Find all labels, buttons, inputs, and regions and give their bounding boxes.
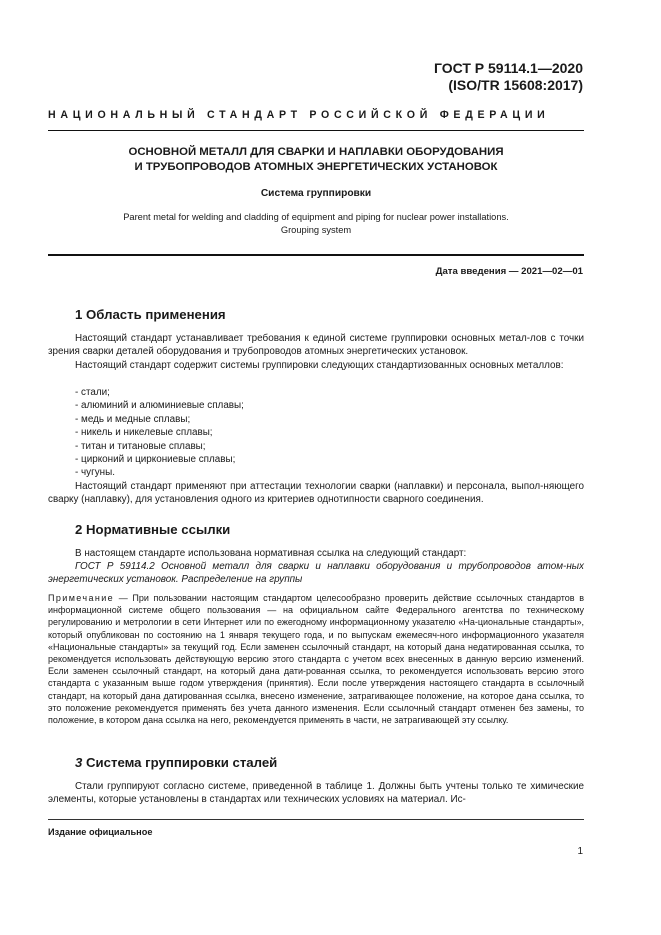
section-3-heading	[75, 755, 277, 770]
note-label: Примечание	[48, 593, 115, 603]
introduction-date: Дата введения — 2021—02—01	[435, 266, 583, 277]
metals-list	[75, 386, 244, 480]
section-2-paragraph-1	[48, 547, 584, 560]
section-3-title: Система группировки сталей	[86, 755, 278, 770]
english-title	[48, 211, 584, 237]
national-standard-banner: НАЦИОНАЛЬНЫЙ СТАНДАРТ РОССИЙСКОЙ ФЕДЕРАЦИИ	[48, 109, 550, 121]
reference-note	[48, 592, 584, 726]
document-title	[48, 145, 584, 175]
document-subtitle: Система группировки	[260, 188, 372, 199]
title-divider	[48, 254, 584, 256]
section-1-paragraph-1-text: Настоящий стандарт устанавливает требования к единой системе группировки основных метал-лов с точки зрения сварки деталей оборудования и трубопроводов атомных энергетических установок.	[48, 333, 584, 358]
section-3-number: 3	[75, 755, 83, 770]
section-1-paragraph-2	[48, 359, 584, 372]
iso-number: (ISO/TR 15608:2017)	[448, 77, 583, 93]
gost-number: ГОСТ Р 59114.1—2020	[433, 60, 583, 76]
note-text: — При пользовании настоящим стандартом целесообразно проверить действие ссылочных стандартов в информационной системе общего пользования — на официальном сайте Федерального агентства по техническому регулированию и метрологии в сети Интернет или по ежегодному информационному указателю «На-циональные стандарты», который опубликован по состоянию на 1 января текущего года, и по выпускам ежемесяч-ного информационного указателя «Национальные стандарты» за текущий год. Если заменен ссылочный стандарт, на который дана недатированная ссылка, то рекомендуется использовать действующую версию этого стандарта с учетом всех внесенных в данную версию изменений. Если заменен ссылочный стандарт, на который дана дати-рованная ссылка, то рекомендуется использовать версию этого стандарта с указанным выше годом утверждения (принятия). Если после утверждения настоящего стандарта в ссылочный стандарт, на который дана датированная ссылка, внесено изменение, затрагивающее положение, на которое дана ссылка, то это положение рекомендуется применять без учета данного изменения. Если ссылочный стандарт отменен без замены, то положение, в котором дана ссылка на него, рекомендуется применять в части, не затрагивающей эту ссылку.	[48, 593, 584, 726]
official-edition-label: Издание официальное	[48, 827, 153, 837]
section-1-paragraph-2-text: Настоящий стандарт содержит системы группировки следующих стандартизованных основных металлов:	[75, 360, 564, 371]
normative-reference-text: ГОСТ Р 59114.2 Основной металл для сварки и наплавки оборудования и трубопроводов атом-ных энергетических установок. Распределение на группы	[48, 561, 584, 586]
section-1-paragraph-3	[48, 480, 584, 507]
page-number: 1	[577, 846, 583, 857]
list-item: - алюминий и алюминиевые сплавы;	[75, 400, 244, 412]
english-title-line-2: Grouping system	[280, 225, 352, 235]
title-line-2: И ТРУБОПРОВОДОВ АТОМНЫХ ЭНЕРГЕТИЧЕСКИХ УСТАНОВОК	[134, 161, 498, 173]
section-3-paragraph-1	[48, 780, 584, 807]
document-designation	[434, 60, 583, 94]
section-2-paragraph-1-text: В настоящем стандарте использована нормативная ссылка на следующий стандарт:	[75, 548, 467, 559]
normative-reference	[48, 560, 584, 587]
list-item: - цирконий и циркониевые сплавы;	[75, 454, 236, 466]
header-divider	[48, 130, 584, 131]
list-item: - титан и титановые сплавы;	[75, 440, 206, 452]
list-item: - медь и медные сплавы;	[75, 413, 191, 425]
english-title-line-1: Parent metal for welding and cladding of equipment and piping for nuclear power installations.	[123, 212, 509, 222]
section-1-paragraph-1	[48, 332, 584, 359]
section-2-heading: 2 Нормативные ссылки	[75, 522, 231, 537]
list-item: - никель и никелевые сплавы;	[75, 427, 213, 439]
section-1-paragraph-3-text: Настоящий стандарт применяют при аттестации технологии сварки (наплавки) и персонала, выпол-няющего сварку (наплавку), для установления одного из критериев однотипности сварного соединения.	[48, 481, 584, 506]
list-item: - чугуны.	[75, 467, 115, 479]
title-line-1: ОСНОВНОЙ МЕТАЛЛ ДЛЯ СВАРКИ И НАПЛАВКИ ОБОРУДОВАНИЯ	[128, 146, 504, 158]
footer-divider	[48, 819, 584, 820]
section-3-paragraph-1-text: Стали группируют согласно системе, приведенной в таблице 1. Должны быть учтены только те химические элементы, которые установлены в стандартах или технических условиях на материал. Ис-	[48, 781, 584, 806]
section-1-heading: 1 Область применения	[75, 307, 226, 322]
list-item: - стали;	[75, 387, 110, 398]
